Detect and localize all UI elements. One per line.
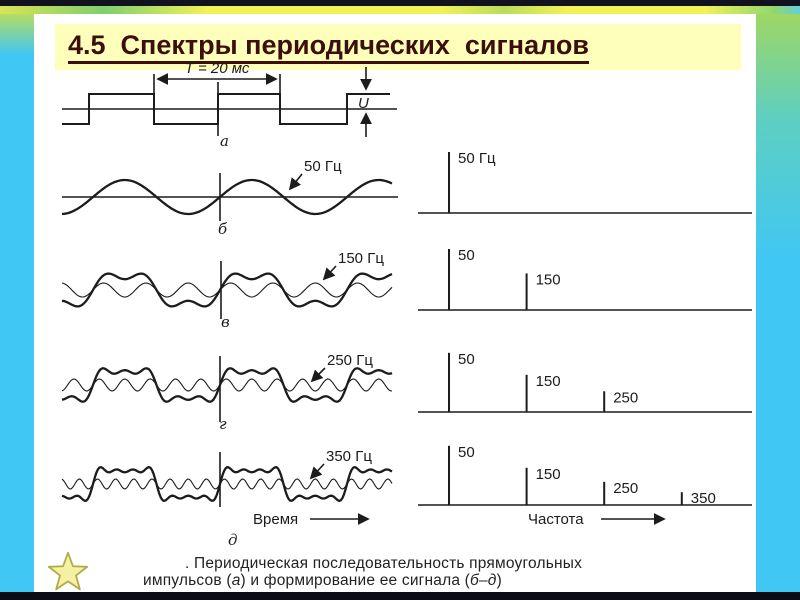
row-letter-v: в [221, 313, 230, 331]
frame-left-strip [0, 14, 34, 592]
spectral-line-label-350: 350 [690, 490, 716, 508]
row-letter-a: а [220, 132, 229, 150]
spectral-line-label-250: 250 [613, 389, 639, 407]
spectral-line-label-150: 150 [535, 372, 561, 390]
spectral-line-label-50: 50 [458, 247, 475, 264]
amplitude-label: U [358, 95, 369, 112]
waveform-г-component [62, 379, 392, 391]
harmonic-pointer-250hz [312, 368, 325, 381]
spectral-line-label-250: 250 [613, 479, 639, 497]
harmonic-label-350hz: 350 Гц [326, 448, 372, 465]
harmonic-pointer-150hz [324, 266, 336, 279]
period-label: T = 20 мс [184, 60, 250, 77]
spectral-line-label-50: 50 Гц [458, 150, 496, 167]
signal-spectra-figure [52, 58, 762, 550]
harmonic-label-250hz: 250 Гц [327, 352, 373, 369]
frame-bottom-bar [0, 592, 800, 600]
freq-axis-label: Частота [528, 511, 584, 528]
waveform-в-sum [62, 274, 392, 307]
row-letter-d: д [228, 531, 238, 549]
spectral-line-label-50: 50 [458, 443, 475, 461]
slide-title: 4.5 Спектры периодических сигналов [68, 30, 589, 64]
caption-line2: импульсов (а) и формирование ее сигнала (б–д) [143, 571, 502, 589]
spectral-line-label-50: 50 [458, 350, 475, 368]
star-icon [44, 551, 92, 595]
star-decoration [44, 551, 92, 595]
spectral-line-label-150: 150 [535, 271, 561, 289]
harmonic-label-150hz: 150 Гц [338, 250, 384, 267]
frame-top-yellow-strip [0, 6, 800, 14]
harmonic-label-50hz: 50 Гц [304, 158, 342, 175]
row-letter-g: г [219, 415, 227, 433]
figure-caption [143, 556, 613, 589]
time-axis-label: Время [253, 511, 299, 528]
spectral-line-label-150: 150 [535, 465, 561, 483]
frame-right-strip [756, 14, 800, 592]
harmonic-pointer-50hz [290, 174, 302, 189]
waveform-в-component [62, 283, 392, 297]
waveform-г-sum [62, 368, 392, 401]
harmonic-pointer-350hz [311, 464, 324, 478]
caption-line1: . Периодическая последовательность прямоугольных [185, 555, 583, 572]
row-letter-b: б [218, 220, 228, 238]
waveform-д-component [62, 479, 392, 489]
